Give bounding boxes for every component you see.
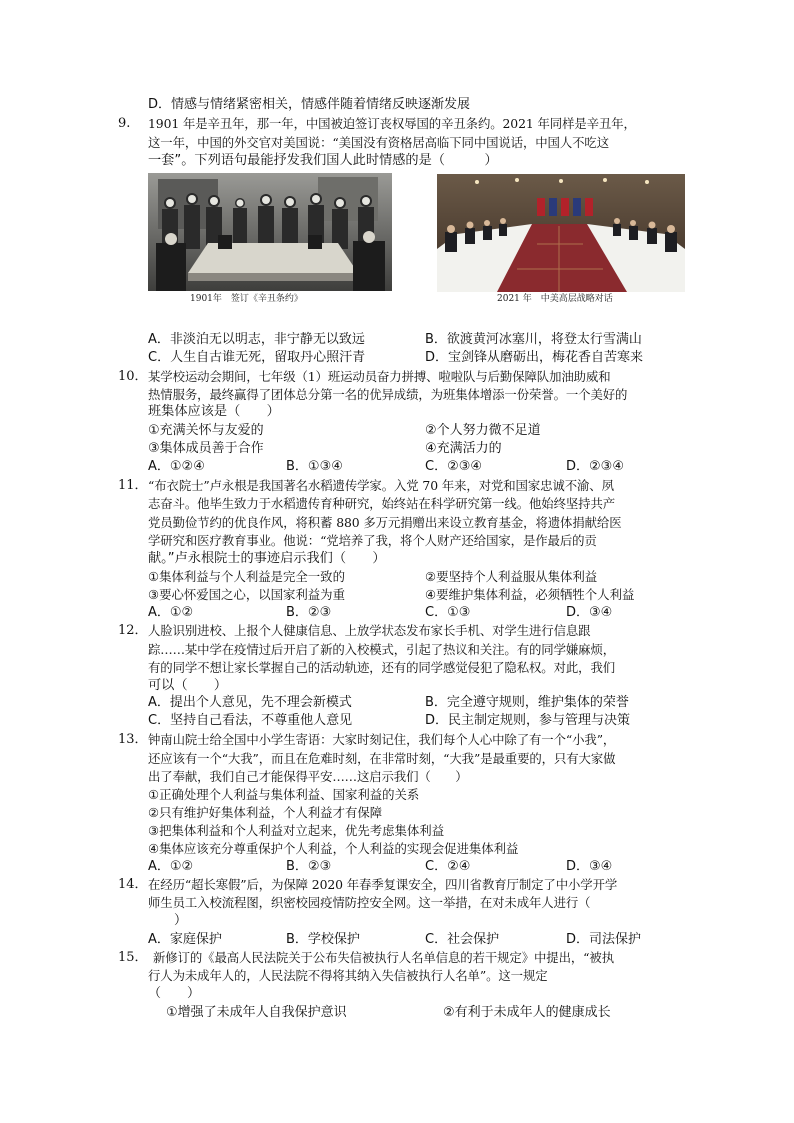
- q15-item-2: ②有利于未成年人的健康成长: [443, 1005, 611, 1020]
- q13-stem-line-2: 还应该有一个“大我”，而且在危难时刻，在非常时刻，“大我”是最重要的，只有大家做: [148, 751, 616, 766]
- q11-item-2: ②要坚持个人利益服从集体利益: [425, 569, 598, 584]
- q13-item-1: ①正确处理个人利益与集体利益、国家利益的关系: [148, 787, 420, 802]
- q8-option-d: D．情感与情绪紧密相关，情感伴随着情绪反映逐渐发展: [148, 97, 471, 112]
- q12-number: 12．: [118, 623, 148, 638]
- q13-item-2: ②只有维护好集体利益，个人利益才有保障: [148, 805, 383, 820]
- q11-item-4: ④要维护集体利益，必须牺牲个人利益: [425, 587, 635, 602]
- photo-1901-caption: 1901年 签订《辛丑条约》: [190, 294, 303, 304]
- q9-option-d[interactable]: D．宝剑锋从磨砺出，梅花香自苦寒来: [425, 350, 644, 365]
- q12-option-b[interactable]: B．完全遵守规则，维护集体的荣誉: [425, 695, 629, 710]
- q10-number: 10．: [118, 369, 148, 384]
- q10-option-a[interactable]: A．①②④: [148, 459, 205, 474]
- q9-option-b[interactable]: B．欲渡黄河冰塞川，将登太行雪满山: [425, 332, 642, 347]
- q14-stem-line-1: 在经历“超长寒假”后，为保障 2020 年春季复课安全，四川省教育厅制定了中小学开学: [148, 877, 618, 892]
- q11-option-c[interactable]: C．①③: [425, 605, 471, 620]
- q14-option-d[interactable]: D．司法保护: [566, 932, 642, 947]
- q14-stem-line-2: 师生员工入校流程图，织密校园疫情防控安全网。这一举措，在对未成年人进行（: [148, 895, 591, 910]
- q11-option-a[interactable]: A．①②: [148, 605, 194, 620]
- q15-stem-line-2: 行人为未成年人的，人民法院不得将其纳入失信被执行人名单”。这一规定: [148, 968, 548, 983]
- q12-stem-line-4: 可以（ ）: [148, 678, 228, 693]
- q12-stem-line-3: 有的同学不想让家长掌握自己的活动轨迹，还有的同学感觉侵犯了隐私权。对此，我们: [148, 660, 616, 675]
- q11-stem-line-1: “布衣院士”卢永根是我国著名水稻遗传学家。入党 70 年来，对党和国家忠诚不渝、夙: [148, 478, 614, 493]
- q13-stem-line-1: 钟南山院士给全国中小学生寄语：大家时刻记住，我们每个人心中除了有一个“小我”，: [148, 732, 616, 747]
- q11-option-d[interactable]: D．③④: [566, 605, 613, 620]
- q9-stem-line-1: 1901 年是辛丑年，那一年，中国被迫签订丧权辱国的辛丑条约。2021 年同样是辛丑年，: [148, 116, 636, 131]
- q10-item-4: ④充满活力的: [425, 441, 502, 456]
- q13-item-3: ③把集体利益和个人利益对立起来，优先考虑集体利益: [148, 823, 445, 838]
- q13-option-d[interactable]: D．③④: [566, 859, 613, 874]
- q13-option-c[interactable]: C．②④: [425, 859, 471, 874]
- q10-option-b[interactable]: B．①③④: [286, 459, 343, 474]
- q10-option-d[interactable]: D．②③④: [566, 459, 624, 474]
- q14-option-b[interactable]: B．学校保护: [286, 932, 360, 947]
- photo-2021-dialogue: [437, 174, 685, 292]
- q13-number: 13．: [118, 732, 148, 747]
- q15-stem-line-3: （ ）: [148, 986, 201, 1001]
- q15-number: 15．: [118, 950, 148, 965]
- q13-stem-line-3: 出了奉献，我们自己才能保得平安……这启示我们（ ）: [148, 769, 468, 784]
- q15-item-1: ①增强了未成年人自我保护意识: [166, 1005, 347, 1020]
- q11-item-1: ①集体利益与个人利益是完全一致的: [148, 569, 345, 584]
- q10-item-3: ③集体成员善于合作: [148, 441, 264, 456]
- q10-stem-line-1: 某学校运动会期间，七年级（1）班运动员奋力拼搏、啦啦队与后勤保障队加油助威和: [148, 369, 611, 384]
- q13-option-a[interactable]: A．①②: [148, 859, 194, 874]
- q11-stem-line-2: 志奋斗。他毕生致力于水稻遗传育种研究，始终站在科学研究第一线。他始终坚持共产: [148, 496, 616, 511]
- q13-item-4: ④集体应该充分尊重保护个人利益，个人利益的实现会促进集体利益: [148, 841, 519, 856]
- photo-1901-signing: [148, 173, 392, 291]
- q11-option-b[interactable]: B．②③: [286, 605, 332, 620]
- q12-option-a[interactable]: A．提出个人意见，先不理会新模式: [148, 695, 352, 710]
- q12-option-c[interactable]: C．坚持自己看法，不尊重他人意见: [148, 713, 353, 728]
- q12-stem-line-1: 人脸识别进校、上报个人健康信息、上放学状态发布家长手机、对学生进行信息跟: [148, 623, 591, 638]
- q11-item-3: ③要心怀爱国之心，以国家利益为重: [148, 587, 345, 602]
- q15-stem-line-1: 新修订的《最高人民法院关于公布失信被执行人名单信息的若干规定》中提出，“被执: [153, 950, 614, 965]
- q12-stem-line-2: 踪……某中学在疫情过后开启了新的入校模式，引起了热议和关注。有的同学嫌麻烦，: [148, 642, 616, 657]
- q10-stem-line-2: 热情服务，最终赢得了团体总分第一名的优异成绩，为班集体增添一份荣誉。一个美好的: [148, 387, 628, 402]
- q10-stem-line-3: 班集体应该是（ ）: [148, 404, 280, 419]
- q10-item-2: ②个人努力微不足道: [425, 423, 541, 438]
- q9-option-c[interactable]: C．人生自古谁无死，留取丹心照汗青: [148, 350, 366, 365]
- q14-option-a[interactable]: A．家庭保护: [148, 932, 222, 947]
- q12-option-d[interactable]: D．民主制定规则，参与管理与决策: [425, 713, 631, 728]
- q14-number: 14．: [118, 877, 148, 892]
- q11-stem-line-3: 党员勤俭节约的优良作风，将积蓄 880 多万元捐赠出来设立教育基金，将遗体捐献给医: [148, 515, 622, 530]
- q11-number: 11．: [118, 478, 148, 493]
- photo-2021-caption: 2021 年 中美高层战略对话: [497, 294, 613, 304]
- q9-number: 9.: [118, 116, 131, 131]
- q10-option-c[interactable]: C．②③④: [425, 459, 483, 474]
- q11-stem-line-4: 学研究和医疗教育事业。他说：“党培养了我，将个人财产还给国家，是作最后的贡: [148, 533, 597, 548]
- q9-stem-line-2: 这一年，中国的外交官对美国说：“美国没有资格居高临下同中国说话，中国人不吃这: [148, 135, 609, 150]
- q14-option-c[interactable]: C．社会保护: [425, 932, 500, 947]
- q9-stem-line-3: 一套”。下列语句最能抒发我们国人此时情感的是（ ）: [148, 153, 498, 168]
- q14-stem-line-3: ）: [148, 913, 188, 928]
- q10-item-1: ①充满关怀与友爱的: [148, 423, 264, 438]
- q11-stem-line-5: 献。”卢永根院士的事迹启示我们（ ）: [148, 551, 386, 566]
- q9-option-a[interactable]: A．非淡泊无以明志，非宁静无以致远: [148, 332, 365, 347]
- q13-option-b[interactable]: B．②③: [286, 859, 332, 874]
